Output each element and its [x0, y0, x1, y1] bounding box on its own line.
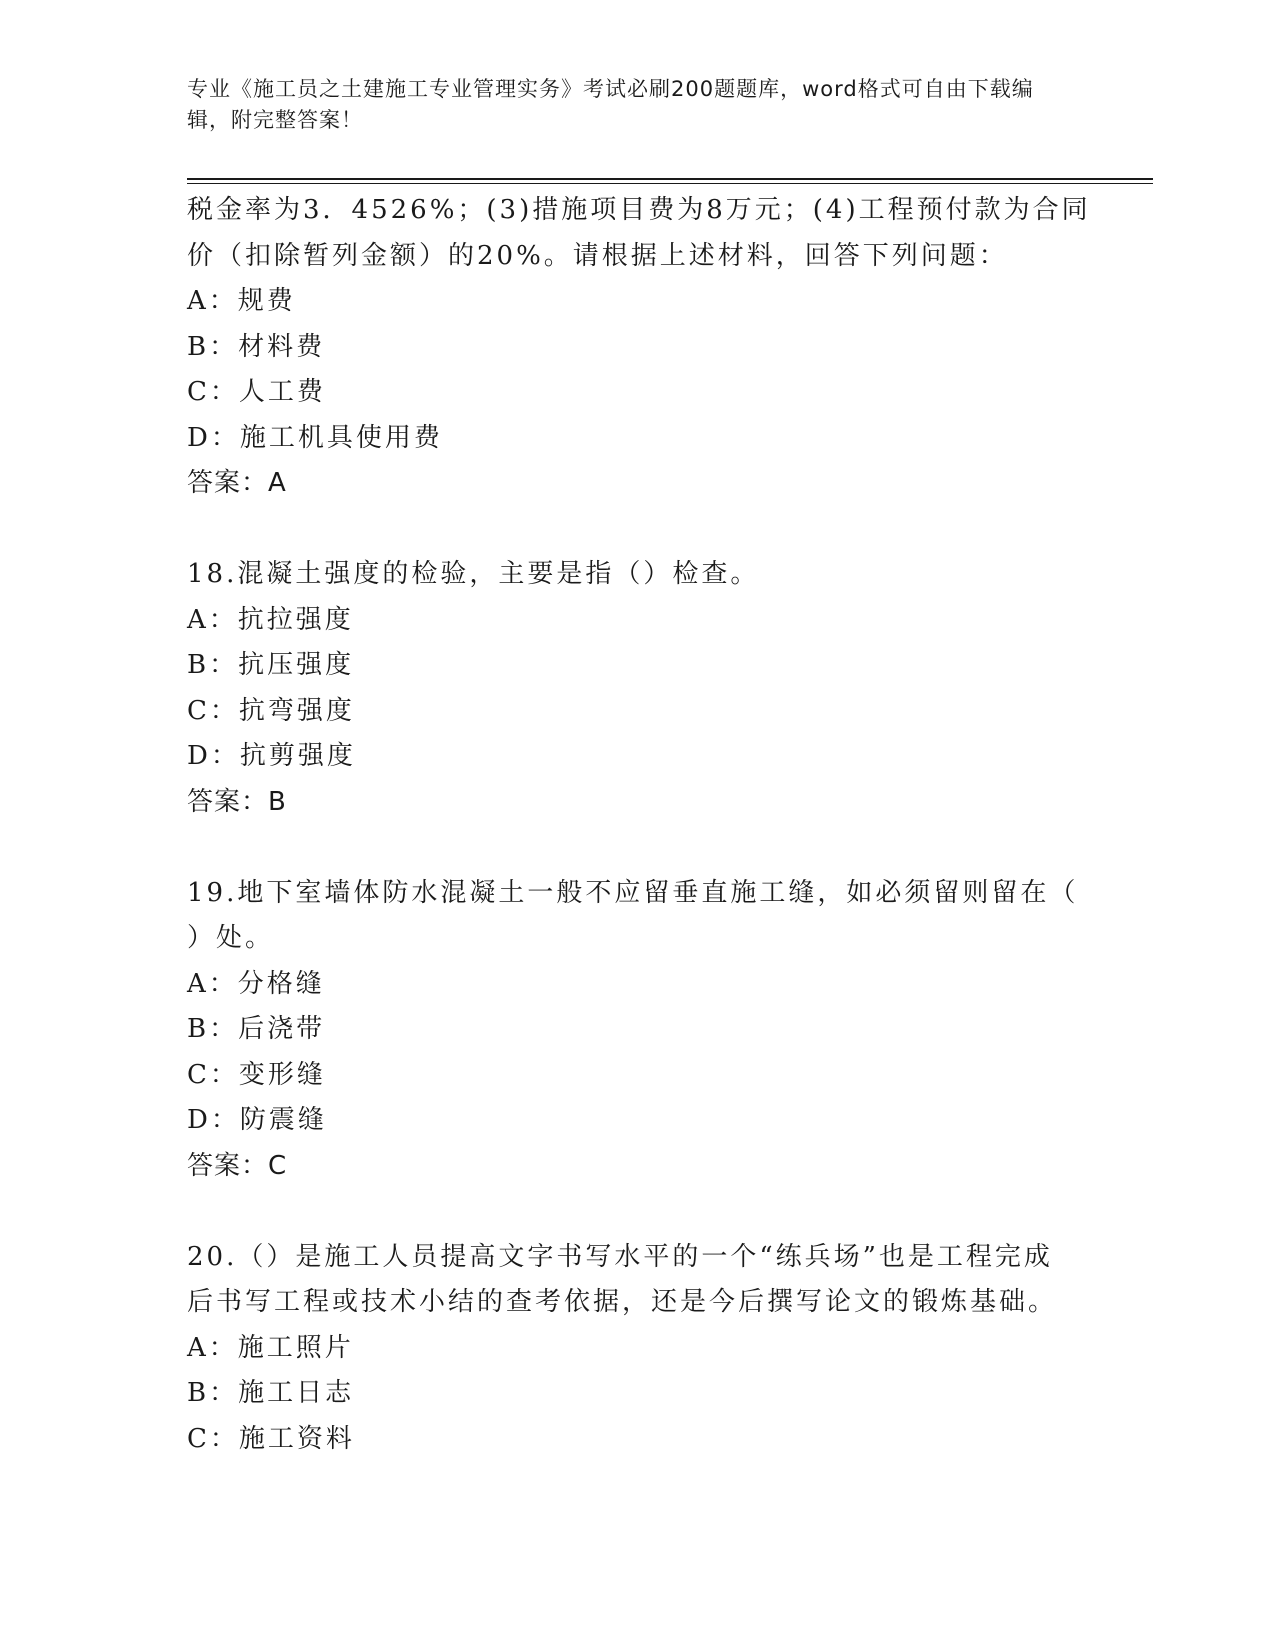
question-stem-line: 价（扣除暂列金额）的20%。请根据上述材料，回答下列问题：: [187, 240, 1008, 271]
question-stem-line: 后书写工程或技术小结的查考依据，还是今后撰写论文的锻炼基础。: [187, 1287, 1058, 1317]
answer-line: 答案：C: [187, 1150, 288, 1181]
option-b: B：材料费: [187, 331, 326, 362]
option-a: A：施工照片: [187, 1332, 354, 1363]
option-d: D：施工机具使用费: [187, 422, 443, 453]
question-20: [187, 1235, 1087, 1463]
document-header: 专业《施工员之土建施工专业管理实务》考试必刷200题题库，word格式可自由下载编辑，附完整答案！: [187, 77, 1034, 132]
question-19: [187, 871, 1087, 1190]
option-c: C：变形缝: [187, 1059, 326, 1090]
spacer: [187, 825, 1087, 871]
question-18: [187, 552, 1087, 825]
option-b: B：后浇带: [187, 1014, 326, 1044]
question-content: [187, 188, 1091, 1462]
question-stem-line: ）处。: [187, 923, 275, 953]
question-stem-line: 税金率为3．4526%；(3)措施项目费为8万元；(4)工程预付款为合同: [187, 195, 1091, 225]
question-stem-line: 20.（）是施工人员提高文字书写水平的一个“练兵场”也是工程完成: [187, 1241, 1053, 1272]
option-d: D：抗剪强度: [187, 741, 356, 771]
option-b: B：抗压强度: [187, 650, 355, 680]
answer-line: 答案：A: [187, 468, 287, 498]
header-rule-thick: [187, 178, 1153, 180]
spacer: [187, 507, 1087, 553]
option-d: D：防震缝: [187, 1105, 327, 1135]
option-a: A：抗拉强度: [187, 604, 354, 635]
option-c: C：施工资料: [187, 1423, 355, 1454]
question-17: [187, 188, 1091, 507]
header-rule-thin: [187, 183, 1153, 184]
question-stem-line: 18.混凝土强度的检验，主要是指（）检查。: [187, 559, 760, 589]
option-a: A：规费: [187, 286, 296, 316]
spacer: [187, 1189, 1087, 1235]
option-a: A：分格缝: [187, 968, 325, 999]
answer-line: 答案：B: [187, 786, 287, 817]
option-c: C：人工费: [187, 377, 326, 407]
option-c: C：抗弯强度: [187, 695, 355, 726]
question-stem-line: 19.地下室墙体防水混凝土一般不应留垂直施工缝，如必须留则留在（: [187, 877, 1079, 908]
option-b: B：施工日志: [187, 1378, 355, 1408]
